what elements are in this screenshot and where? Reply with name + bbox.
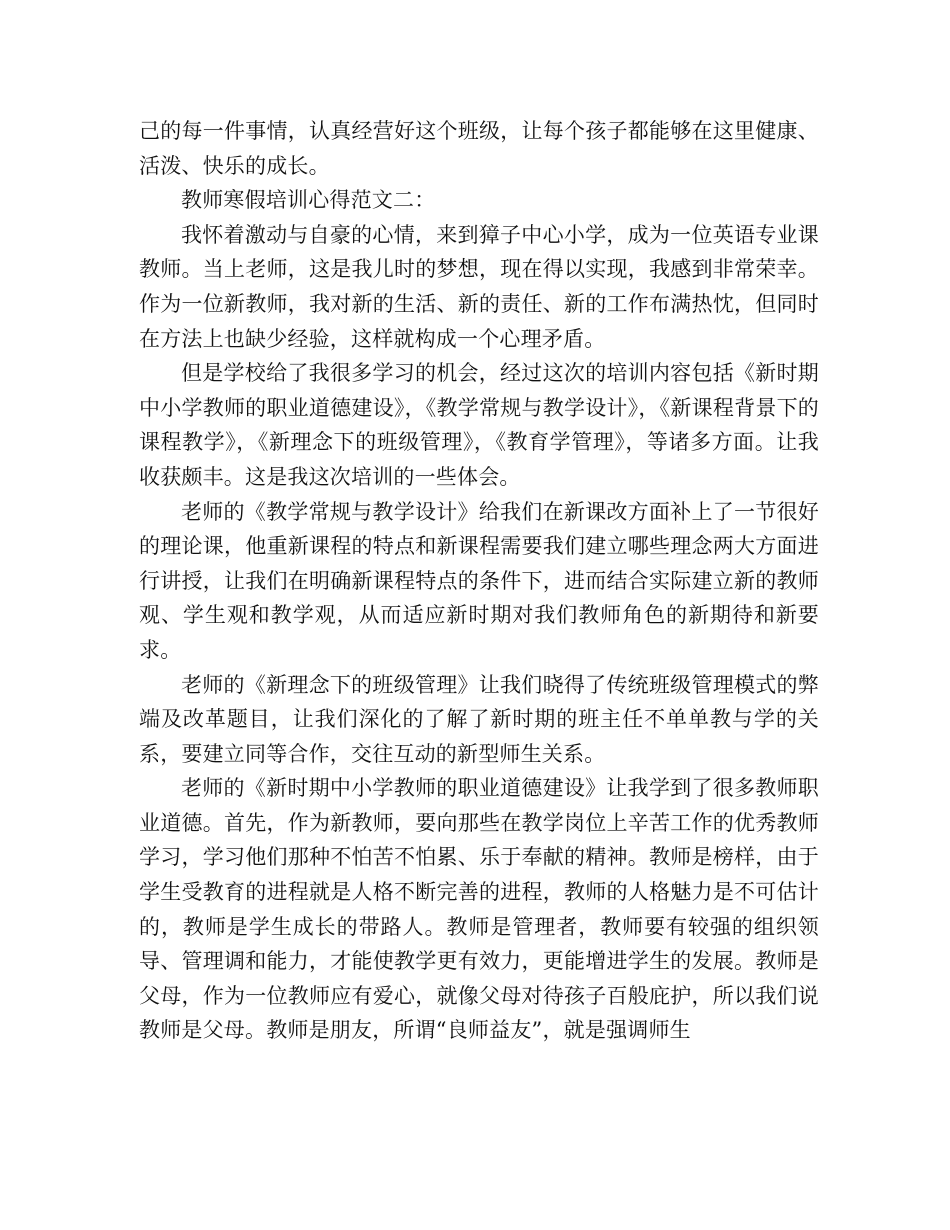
document-body [139,114,819,1048]
paragraph-6: 老师的《新理念下的班级管理》让我们晓得了传统班级管理模式的弊端及改革题目，让我们深化的了解了新时期的班主任不单单教与学的关系，要建立同等合作，交往互动的新型师生关系。 [139,672,819,766]
section-heading: 教师寒假培训心得范文二： [181,188,436,213]
paragraph-3: 我怀着激动与自豪的心情，来到獐子中心小学，成为一位英语专业课教师。当上老师，这是我儿时的梦想，现在得以实现，我感到非常荣幸。作为一位新教师，我对新的生活、新的责任、新的工作布满热忱，但同时在方法上也缺少经验，这样就构成一个心理矛盾。 [139,222,819,351]
paragraph-1: 己的每一件事情，认真经营好这个班级，让每个孩子都能够在这里健康、活泼、快乐的成长。 [139,119,819,178]
paragraph-7: 老师的《新时期中小学教师的职业道德建设》让我学到了很多教师职业道德。首先，作为新教师，要向那些在教学岗位上辛苦工作的优秀教师学习，学习他们那种不怕苦不怕累、乐于奉献的精神。教师是榜样，由于学生受教育的进程就是人格不断完善的进程，教师的人格魅力是不可估计的，教师是学生成长的带路人。教师是管理者，教师要有较强的组织领导、管理调和能力，才能使教学更有效力，更能增进学生的发展。教师是父母，作为一位教师应有爱心，就像父母对待孩子百般庇护，所以我们说教师是父母。教师是朋友，所谓“良师益友”，就是强调师生 [139,776,819,1043]
paragraph-5: 老师的《教学常规与教学设计》给我们在新课改方面补上了一节很好的理论课，他重新课程的特点和新课程需要我们建立哪些理念两大方面进行讲授，让我们在明确新课程特点的条件下，进而结合实际建立新的教师观、学生观和教学观，从而适应新时期对我们教师角色的新期待和新要求。 [139,499,819,662]
paragraph-4: 但是学校给了我很多学习的机会，经过这次的培训内容包括《新时期中小学教师的职业道德建设》，《教学常规与教学设计》，《新课程背景下的课程教学》，《新理念下的班级管理》，《教育学管理》，等诸多方面。让我收获颇丰。这是我这次培训的一些体会。 [139,361,819,489]
